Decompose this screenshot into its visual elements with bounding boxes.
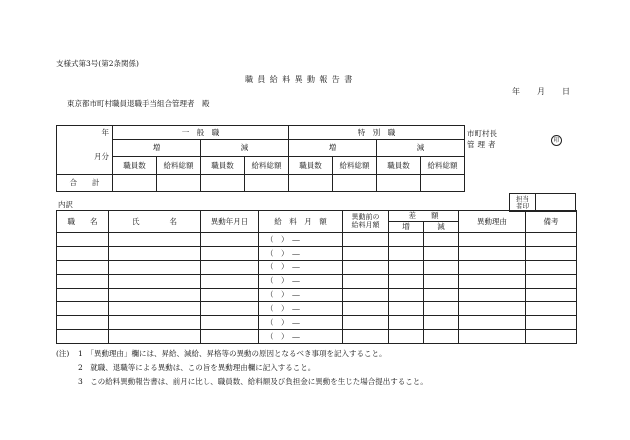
total-cell[interactable] [157,175,201,192]
difference-increase-header: 増 [389,222,424,233]
salary-total-header: 給料総額 [333,157,377,175]
person-in-charge-label-line1: 担当 [516,194,529,203]
salary-placeholder: （ ） ― [266,331,300,341]
change-date-cell[interactable] [201,288,259,302]
note-item: 3 この給料異動報告書は、前月に比し、職員数、給料額及び負担金に異動を生じた場合提出すること。 [78,377,428,386]
salary-placeholder: （ ） ― [266,234,300,244]
special-increase-header: 増 [289,140,377,157]
form-number: 支様式第3号(第2条関係) [56,59,139,68]
salary-total-header: 給料総額 [157,157,201,175]
difference-decrease-cell[interactable] [424,302,459,316]
special-staff-header: 特 別 職 [289,126,465,140]
difference-increase-cell[interactable] [389,330,424,344]
difference-decrease-cell[interactable] [424,330,459,344]
reason-cell[interactable] [459,233,526,247]
salary-amount-cell[interactable] [259,233,343,247]
reason-cell[interactable] [459,260,526,274]
total-cell[interactable] [201,175,245,192]
difference-increase-cell[interactable] [389,288,424,302]
signer-label-line1: 市町村長 [467,129,497,138]
salary-placeholder: （ ） ― [266,262,300,272]
name-cell[interactable] [109,330,201,344]
prev-salary-header-line2: 給料月額 [351,220,380,229]
detail-row [57,274,577,288]
seal-mark: 印 [551,135,562,146]
salary-placeholder: （ ） ― [266,290,300,300]
job-title-cell[interactable] [57,274,109,288]
salary-amount-cell[interactable] [259,330,343,344]
document-title: 職員給料異動報告書 [245,75,357,84]
detail-row [57,260,577,274]
prev-salary-cell[interactable] [343,316,389,330]
difference-increase-cell[interactable] [389,274,424,288]
difference-decrease-header: 減 [424,222,459,233]
reason-cell[interactable] [459,288,526,302]
remarks-cell[interactable] [526,330,577,344]
reason-cell[interactable] [459,330,526,344]
difference-decrease-cell[interactable] [424,260,459,274]
detail-row [57,246,577,260]
salary-placeholder: （ ） ― [266,276,300,286]
summary-table [56,125,465,192]
salary-amount-cell[interactable] [259,288,343,302]
prev-salary-cell[interactable] [343,330,389,344]
job-title-header: 職 名 [57,211,109,233]
salary-placeholder: （ ） ― [266,304,300,314]
prev-salary-cell[interactable] [343,274,389,288]
total-cell[interactable] [289,175,333,192]
name-header: 氏 名 [109,211,201,233]
total-cell[interactable] [245,175,289,192]
difference-header: 差 額 [389,211,459,222]
detail-row [57,288,577,302]
remarks-cell[interactable] [526,246,577,260]
job-title-cell[interactable] [57,302,109,316]
salary-placeholder: （ ） ― [266,248,300,258]
name-cell[interactable] [109,246,201,260]
difference-decrease-cell[interactable] [424,233,459,247]
detail-row [57,330,577,344]
prev-salary-header-line1: 異動前の [351,212,380,221]
name-cell[interactable] [109,316,201,330]
staff-count-header: 職員数 [113,157,157,175]
person-in-charge-label-line2: 者印 [516,201,529,210]
general-staff-header: 一 般 職 [113,126,289,140]
salary-amount-cell[interactable] [259,260,343,274]
change-date-cell[interactable] [201,330,259,344]
year-label: 年 [57,126,113,140]
staff-count-header: 職員数 [201,157,245,175]
remarks-cell[interactable] [526,233,577,247]
date-month: 月 [537,87,545,96]
detail-row [57,316,577,330]
difference-decrease-cell[interactable] [424,246,459,260]
prev-salary-cell[interactable] [343,288,389,302]
note-item: 1 「異動理由」欄には、昇給、減給、昇格等の異動の原因となるべき事項を記入すること。 [78,349,387,358]
change-date-header: 異動年月日 [201,211,259,233]
difference-increase-cell[interactable] [389,316,424,330]
salary-placeholder: （ ） ― [266,318,300,328]
special-decrease-header: 減 [377,140,465,157]
prev-salary-cell[interactable] [343,246,389,260]
staff-count-header: 職員数 [377,157,421,175]
prev-salary-cell[interactable] [343,233,389,247]
salary-amount-cell[interactable] [259,316,343,330]
reason-cell[interactable] [459,316,526,330]
difference-increase-cell[interactable] [389,302,424,316]
remarks-cell[interactable] [526,302,577,316]
detail-table [56,210,577,344]
note-item: 2 就職、退職等による異動は、この旨を異動理由欄に記入すること。 [78,363,316,372]
detail-section-label: 内訳 [58,200,73,209]
general-decrease-header: 減 [201,140,289,157]
detail-row [57,302,577,316]
reason-cell[interactable] [459,274,526,288]
total-cell[interactable] [377,175,421,192]
difference-increase-cell[interactable] [389,233,424,247]
reason-cell[interactable] [459,246,526,260]
job-title-cell[interactable] [57,288,109,302]
staff-count-header: 職員数 [289,157,333,175]
prev-salary-header [343,211,389,233]
month-label: 月分 [57,140,113,175]
signer-label-line2: 管理者 [467,140,499,149]
remarks-cell[interactable] [526,274,577,288]
change-date-cell[interactable] [201,302,259,316]
name-cell[interactable] [109,302,201,316]
salary-amount-cell[interactable] [259,302,343,316]
total-cell[interactable] [421,175,465,192]
difference-decrease-cell[interactable] [424,274,459,288]
salary-amount-cell[interactable] [259,246,343,260]
difference-increase-cell[interactable] [389,260,424,274]
total-cell[interactable] [113,175,157,192]
salary-amount-header: 給 料 月 額 [259,211,343,233]
total-label: 合 計 [57,175,113,192]
change-date-cell[interactable] [201,246,259,260]
person-in-charge-stamp-cell[interactable] [536,194,576,212]
job-title-cell[interactable] [57,316,109,330]
remarks-header: 備考 [526,211,577,233]
reason-cell[interactable] [459,302,526,316]
job-title-cell[interactable] [57,233,109,247]
job-title-cell[interactable] [57,330,109,344]
remarks-cell[interactable] [526,260,577,274]
job-title-cell[interactable] [57,260,109,274]
salary-amount-cell[interactable] [259,274,343,288]
date-day: 日 [562,87,570,96]
salary-total-header: 給料総額 [245,157,289,175]
detail-rows [57,233,577,344]
difference-increase-cell[interactable] [389,246,424,260]
name-cell[interactable] [109,288,201,302]
general-increase-header: 増 [113,140,201,157]
detail-row [57,233,577,247]
change-date-cell[interactable] [201,274,259,288]
prev-salary-cell[interactable] [343,260,389,274]
change-date-cell[interactable] [201,233,259,247]
difference-decrease-cell[interactable] [424,316,459,330]
change-date-cell[interactable] [201,260,259,274]
addressee: 東京都市町村職員退職手当組合管理者 殿 [67,99,210,108]
change-date-cell[interactable] [201,316,259,330]
remarks-cell[interactable] [526,316,577,330]
remarks-cell[interactable] [526,288,577,302]
reason-header: 異動理由 [459,211,526,233]
prev-salary-cell[interactable] [343,302,389,316]
difference-decrease-cell[interactable] [424,288,459,302]
notes-prefix: (注) [56,349,70,358]
name-cell[interactable] [109,233,201,247]
name-cell[interactable] [109,274,201,288]
salary-total-header: 給料総額 [421,157,465,175]
job-title-cell[interactable] [57,246,109,260]
total-cell[interactable] [333,175,377,192]
person-in-charge-label [510,194,536,212]
name-cell[interactable] [109,260,201,274]
date-year: 年 [512,87,520,96]
